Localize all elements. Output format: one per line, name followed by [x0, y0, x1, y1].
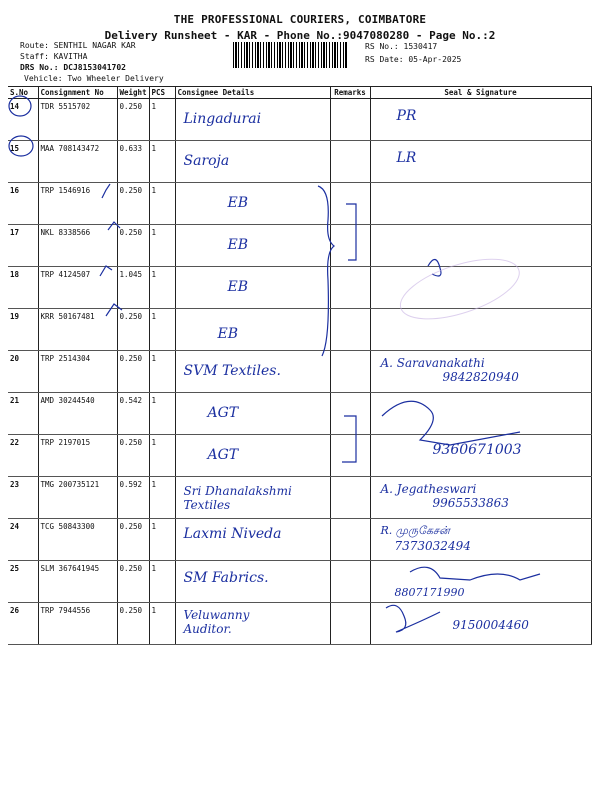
consignee-name: EB	[217, 326, 239, 342]
row-consignment: NKL 8338566	[38, 225, 117, 267]
row-pcs: 1	[149, 561, 175, 603]
row-pcs: 1	[149, 603, 175, 645]
row-consignment: KRR 50167481	[38, 309, 117, 351]
col-remarks: Remarks	[330, 87, 370, 99]
row-pcs: 1	[149, 519, 175, 561]
signature-text: LR	[396, 150, 417, 166]
row-pcs: 1	[149, 225, 175, 267]
bracket-mark	[342, 416, 356, 462]
tick-mark	[106, 304, 122, 316]
row-pcs: 1	[149, 351, 175, 393]
row-weight: 0.250	[117, 519, 149, 561]
rs-number: RS No.: 1530417	[365, 42, 438, 51]
signature-phone: 9965533863	[432, 496, 509, 510]
row-pcs: 1	[149, 267, 175, 309]
circle-mark-14	[9, 96, 31, 116]
col-sno: S.No	[8, 87, 38, 99]
row-pcs: 1	[149, 141, 175, 183]
row-consignment: TRP 2514304	[38, 351, 117, 393]
row-weight: 0.250	[117, 603, 149, 645]
row-weight: 0.250	[117, 435, 149, 477]
row-sno: 24	[8, 519, 38, 561]
consignee-name: EB	[227, 279, 249, 295]
row-consignment: TRP 2197015	[38, 435, 117, 477]
signature-phone: 9842820940	[442, 370, 519, 384]
signature-text: A. Saravanakathi	[380, 356, 485, 370]
staff-label: Staff: KAVITHA	[20, 52, 88, 61]
row-weight: 0.250	[117, 99, 149, 141]
sheet-subtitle: Delivery Runsheet - KAR - Phone No.:9047080280 - Page No.:2	[104, 29, 496, 42]
row-pcs: 1	[149, 477, 175, 519]
row-weight: 0.250	[117, 309, 149, 351]
tick-mark	[108, 222, 120, 230]
bracket-mark	[346, 204, 356, 260]
row-weight: 0.592	[117, 477, 149, 519]
col-signature: Seal & Signature	[370, 87, 591, 99]
row-consignment: TCG 50843300	[38, 519, 117, 561]
signature-scribble	[382, 401, 520, 445]
row-weight: 0.250	[117, 561, 149, 603]
signature-scribble	[410, 567, 540, 580]
signature-text: PR	[396, 108, 417, 124]
consignee-name: Veluwanny Auditor.	[183, 608, 250, 636]
signature-text: R. முருகேசன்	[380, 524, 450, 537]
row-sno: 21	[8, 393, 38, 435]
col-consignment: Consignment No	[38, 87, 117, 99]
row-consignment: TRP 7944556	[38, 603, 117, 645]
row-pcs: 1	[149, 309, 175, 351]
row-sno: 17	[8, 225, 38, 267]
tick-mark	[102, 184, 110, 198]
signature-scribble	[386, 605, 440, 632]
sheet-title: THE PROFESSIONAL COURIERS, COIMBATORE	[173, 13, 427, 26]
row-weight: 0.250	[117, 225, 149, 267]
signature-phone: 9150004460	[452, 618, 529, 632]
row-sno: 23	[8, 477, 38, 519]
col-weight: Weight	[117, 87, 149, 99]
row-consignment: MAA 708143472	[38, 141, 117, 183]
signature-phone: 9360671003	[432, 442, 522, 458]
circle-mark-15	[9, 136, 33, 156]
row-weight: 0.250	[117, 183, 149, 225]
route-label: Route: SENTHIL NAGAR KAR	[20, 41, 136, 50]
consignee-name: EB	[227, 195, 249, 211]
tick-mark	[100, 266, 112, 276]
row-sno: 14	[8, 99, 38, 141]
row-sno: 20	[8, 351, 38, 393]
row-consignment: TDR 5515702	[38, 99, 117, 141]
signature-text: A. Jegatheswari	[380, 482, 477, 496]
consignee-name: Laxmi Niveda	[183, 526, 282, 542]
consignee-name: AGT	[207, 405, 239, 421]
consignee-name: EB	[227, 237, 249, 253]
signature-phone: 8807171990	[394, 586, 465, 599]
row-weight: 0.633	[117, 141, 149, 183]
signature-phone: 7373032494	[394, 539, 471, 553]
consignee-name: Sri Dhanalakshmi Textiles	[183, 484, 292, 512]
brace-mark	[318, 186, 334, 356]
row-weight: 0.542	[117, 393, 149, 435]
rs-date: RS Date: 05-Apr-2025	[365, 55, 462, 64]
drs-number: DRS No.: DCJ8153041702	[20, 63, 126, 72]
row-pcs: 1	[149, 393, 175, 435]
row-weight: 1.045	[117, 267, 149, 309]
vehicle-label: Vehicle: Two Wheeler Delivery	[24, 74, 164, 83]
consignee-name: Saroja	[183, 153, 230, 169]
row-consignment: TRP 4124507	[38, 267, 117, 309]
row-sno: 19	[8, 309, 38, 351]
row-pcs: 1	[149, 99, 175, 141]
row-consignment: AMD 30244540	[38, 393, 117, 435]
row-consignment: TRP 1546916	[38, 183, 117, 225]
row-consignment: SLM 367641945	[38, 561, 117, 603]
row-sno: 15	[8, 141, 38, 183]
row-sno: 26	[8, 603, 38, 645]
row-pcs: 1	[149, 183, 175, 225]
consignee-name: AGT	[207, 447, 239, 463]
row-sno: 18	[8, 267, 38, 309]
row-sno: 25	[8, 561, 38, 603]
row-sno: 22	[8, 435, 38, 477]
consignee-name: SM Fabrics.	[183, 570, 269, 586]
row-pcs: 1	[149, 435, 175, 477]
row-sno: 16	[8, 183, 38, 225]
row-weight: 0.250	[117, 351, 149, 393]
col-pcs: PCS	[149, 87, 175, 99]
consignee-name: Lingadurai	[183, 111, 262, 127]
row-consignment: TMG 200735121	[38, 477, 117, 519]
col-consignee: Consignee Details	[175, 87, 330, 99]
consignee-name: SVM Textiles.	[183, 363, 281, 379]
